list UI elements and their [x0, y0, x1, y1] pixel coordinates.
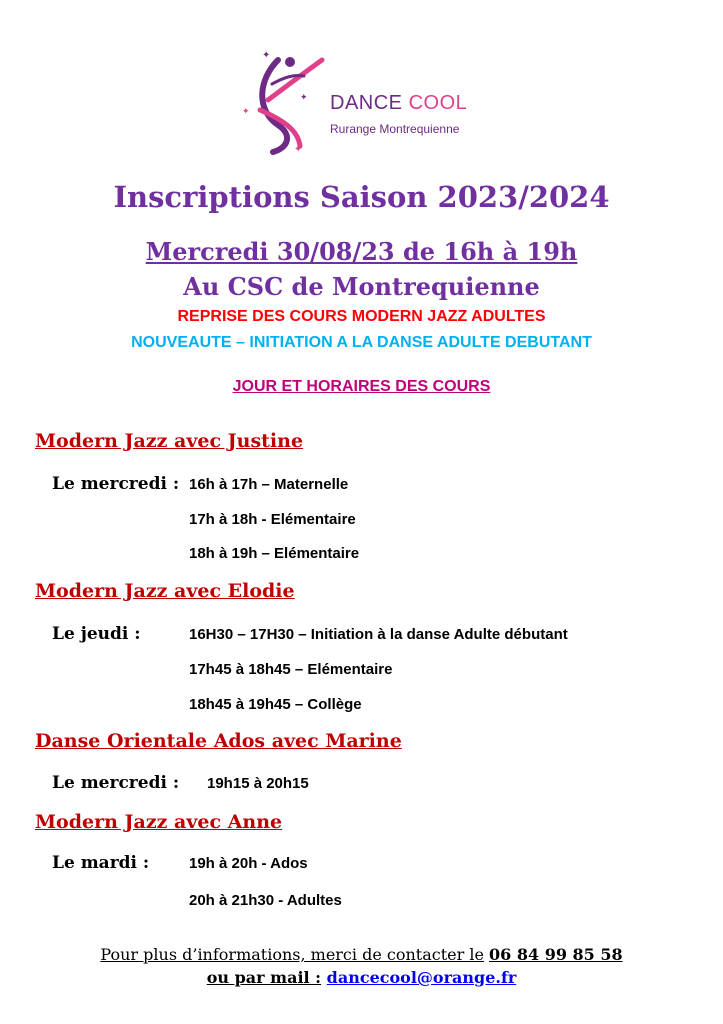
time-slot: 19h à 20h - Ados [189, 855, 308, 872]
section-title: Modern Jazz avec Elodie [35, 580, 295, 602]
time-slot: 16H30 – 17H30 – Initiation à la danse Adulte débutant [189, 626, 568, 643]
time-slot: 19h15 à 20h15 [207, 775, 309, 792]
brand-dance: DANCE [330, 92, 403, 114]
section-title: Danse Orientale Ados avec Marine [35, 730, 402, 752]
brand-cool: COOL [408, 92, 468, 114]
time-slot: 18h à 19h – Elémentaire [189, 545, 360, 562]
registration-place: Au CSC de Montrequienne [183, 272, 540, 301]
svg-text:✦: ✦ [294, 144, 303, 155]
dancer-icon [238, 40, 328, 160]
brand-subtitle: Rurange Montrequienne [330, 122, 460, 136]
time-slot: 18h45 à 19h45 – Collège [189, 696, 362, 713]
mail-line [0, 968, 723, 987]
section-day: Le mardi : [52, 853, 150, 873]
section-title: Modern Jazz avec Justine [35, 430, 304, 452]
section-day: Le mercredi : [52, 773, 180, 793]
time-slot: 16h à 17h – Maternelle [189, 476, 349, 493]
section-title: Modern Jazz avec Anne [35, 811, 283, 833]
phone-number[interactable]: 06 84 99 85 58 [489, 945, 623, 964]
time-slot: 20h à 21h30 - Adultes [189, 892, 342, 909]
svg-text:✦: ✦ [300, 93, 308, 103]
contact-text: Pour plus d’informations, merci de contacter le [100, 945, 484, 964]
svg-text:✦: ✦ [262, 50, 271, 61]
reprise-notice: REPRISE DES COURS MODERN JAZZ ADULTES [177, 308, 546, 325]
logo [238, 40, 498, 160]
section-day: Le jeudi : [52, 624, 141, 644]
brand-name [330, 92, 467, 115]
time-slot: 17h à 18h - Elémentaire [189, 511, 356, 528]
registration-date: Mercredi 30/08/23 de 16h à 19h [145, 237, 578, 266]
svg-text:✦: ✦ [242, 107, 250, 117]
page-title: Inscriptions Saison 2023/2024 [113, 180, 610, 214]
mail-label: ou par mail : [206, 968, 322, 987]
nouveaute-notice: NOUVEAUTE – INITIATION A LA DANSE ADULTE DEBUTANT [131, 334, 592, 351]
contact-line [0, 945, 723, 964]
email-link[interactable]: dancecool@orange.fr [326, 968, 517, 987]
schedule-heading: JOUR ET HORAIRES DES COURS [232, 378, 491, 395]
section-day: Le mercredi : [52, 474, 180, 494]
time-slot: 17h45 à 18h45 – Elémentaire [189, 661, 393, 678]
